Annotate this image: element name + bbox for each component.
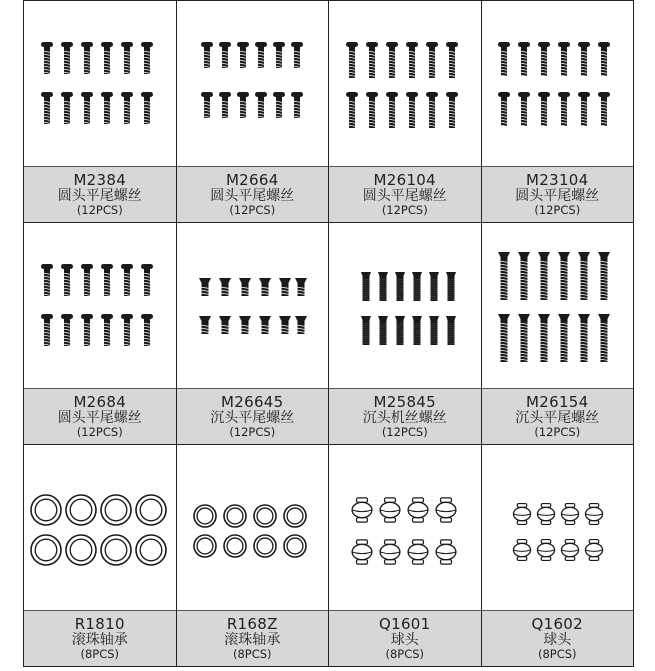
bearing-mark bbox=[66, 535, 96, 565]
ball-head-mark bbox=[408, 539, 428, 563]
screw-mark bbox=[81, 42, 93, 74]
screw-mark bbox=[239, 278, 251, 296]
screw-mark bbox=[361, 272, 371, 301]
part-label bbox=[329, 610, 481, 666]
bearing-mark bbox=[254, 505, 276, 527]
part-cell bbox=[329, 223, 482, 445]
part-label bbox=[482, 166, 634, 222]
part-label bbox=[24, 610, 176, 666]
part-cell bbox=[177, 223, 330, 445]
part-image bbox=[177, 1, 329, 166]
part-count: (12PCS) bbox=[381, 203, 428, 218]
screw-mark bbox=[141, 42, 153, 74]
screw-mark bbox=[273, 42, 285, 68]
screw-mark bbox=[101, 264, 113, 296]
screw-mark bbox=[101, 92, 113, 124]
part-image bbox=[482, 1, 634, 166]
part-name: 滚珠轴承 bbox=[224, 631, 281, 648]
ball-head-mark bbox=[408, 497, 428, 521]
part-label bbox=[24, 388, 176, 444]
screw-mark bbox=[199, 278, 211, 296]
screw-mark bbox=[279, 316, 291, 334]
bearing-mark bbox=[66, 495, 96, 525]
screw-mark bbox=[61, 314, 73, 346]
screw-mark bbox=[395, 316, 405, 345]
screw-mark bbox=[498, 42, 510, 77]
screw-mark bbox=[101, 314, 113, 346]
part-cell bbox=[177, 445, 330, 667]
screw-mark bbox=[598, 92, 610, 127]
screw-mark bbox=[41, 42, 53, 74]
screw-mark bbox=[558, 92, 570, 127]
ball-head-mark bbox=[380, 497, 400, 521]
pan-head-screw-icon bbox=[482, 4, 632, 164]
part-code: M26645 bbox=[221, 393, 284, 412]
screw-mark bbox=[518, 252, 530, 300]
part-name: 圆头平尾螺丝 bbox=[515, 187, 600, 204]
part-code: M2384 bbox=[73, 171, 127, 190]
part-code: M26154 bbox=[526, 393, 589, 412]
pan-head-screw-icon bbox=[25, 226, 175, 386]
screw-mark bbox=[538, 42, 550, 77]
part-label bbox=[482, 388, 634, 444]
part-name: 沉头平尾螺丝 bbox=[210, 409, 295, 426]
screw-mark bbox=[346, 42, 358, 78]
screw-mark bbox=[141, 314, 153, 346]
part-name: 沉头机丝螺丝 bbox=[362, 409, 447, 426]
screw-mark bbox=[578, 92, 590, 127]
screw-mark bbox=[578, 314, 590, 362]
ball-head-mark bbox=[436, 539, 456, 563]
part-code: Q1601 bbox=[379, 615, 431, 634]
part-count: (8PCS) bbox=[232, 647, 272, 662]
bearing-mark bbox=[101, 495, 131, 525]
part-count: (8PCS) bbox=[385, 647, 425, 662]
screw-mark bbox=[429, 316, 439, 345]
part-count: (12PCS) bbox=[534, 203, 581, 218]
screw-mark bbox=[61, 42, 73, 74]
screw-mark bbox=[412, 316, 422, 345]
part-label bbox=[24, 166, 176, 222]
screw-mark bbox=[237, 92, 249, 118]
bearing-mark bbox=[101, 535, 131, 565]
part-name: 球头 bbox=[543, 631, 572, 648]
screw-mark bbox=[406, 42, 418, 78]
screw-mark bbox=[598, 42, 610, 77]
screw-mark bbox=[199, 316, 211, 334]
ball-bearing-icon bbox=[25, 448, 175, 608]
part-cell bbox=[177, 1, 330, 223]
part-code: M25845 bbox=[373, 393, 436, 412]
screw-mark bbox=[141, 92, 153, 124]
part-cell bbox=[329, 445, 482, 667]
screw-mark bbox=[378, 272, 388, 301]
screw-mark bbox=[518, 314, 530, 362]
screw-mark bbox=[219, 316, 231, 334]
part-cell bbox=[24, 223, 177, 445]
screw-mark bbox=[41, 92, 53, 124]
screw-mark bbox=[279, 278, 291, 296]
ball-head-mark bbox=[562, 539, 579, 560]
part-name: 沉头平尾螺丝 bbox=[515, 409, 600, 426]
screw-mark bbox=[255, 92, 267, 118]
part-count: (12PCS) bbox=[76, 203, 123, 218]
bearing-mark bbox=[284, 535, 306, 557]
screw-mark bbox=[498, 92, 510, 127]
screw-mark bbox=[538, 92, 550, 127]
screw-mark bbox=[239, 316, 251, 334]
part-label bbox=[329, 166, 481, 222]
screw-mark bbox=[121, 92, 133, 124]
part-image bbox=[482, 445, 634, 610]
screw-mark bbox=[219, 92, 231, 118]
part-label bbox=[329, 388, 481, 444]
ball-head-icon bbox=[330, 448, 480, 608]
countersunk-screw-icon bbox=[177, 226, 327, 386]
part-cell bbox=[329, 1, 482, 223]
screw-mark bbox=[219, 42, 231, 68]
part-image bbox=[24, 445, 176, 610]
part-code: M2684 bbox=[73, 393, 127, 412]
part-count: (8PCS) bbox=[80, 647, 120, 662]
screw-mark bbox=[366, 92, 378, 128]
screw-mark bbox=[426, 92, 438, 128]
pan-head-screw-icon bbox=[25, 4, 175, 164]
screw-mark bbox=[121, 314, 133, 346]
bearing-mark bbox=[136, 535, 166, 565]
part-image bbox=[177, 223, 329, 388]
ball-head-mark bbox=[514, 539, 531, 560]
part-code: R1810 bbox=[74, 615, 125, 634]
part-cell bbox=[24, 445, 177, 667]
screw-mark bbox=[291, 92, 303, 118]
screw-mark bbox=[395, 272, 405, 301]
screw-mark bbox=[406, 92, 418, 128]
screw-mark bbox=[295, 316, 307, 334]
screw-mark bbox=[498, 252, 510, 300]
part-name: 滚珠轴承 bbox=[71, 631, 128, 648]
bearing-mark bbox=[136, 495, 166, 525]
part-name: 圆头平尾螺丝 bbox=[362, 187, 447, 204]
countersunk-machine-screw-icon bbox=[330, 226, 480, 386]
part-image bbox=[24, 1, 176, 166]
screw-mark bbox=[426, 42, 438, 78]
screw-mark bbox=[518, 42, 530, 77]
part-cell bbox=[482, 1, 635, 223]
screw-mark bbox=[41, 264, 53, 296]
screw-mark bbox=[346, 92, 358, 128]
part-code: M2664 bbox=[225, 171, 279, 190]
ball-head-mark bbox=[352, 497, 372, 521]
part-count: (12PCS) bbox=[229, 203, 276, 218]
ball-head-icon bbox=[482, 448, 632, 608]
screw-mark bbox=[141, 264, 153, 296]
ball-bearing-icon bbox=[177, 448, 327, 608]
part-count: (12PCS) bbox=[229, 425, 276, 440]
screw-mark bbox=[41, 314, 53, 346]
bearing-mark bbox=[254, 535, 276, 557]
part-cell bbox=[482, 445, 635, 667]
bearing-mark bbox=[224, 535, 246, 557]
part-code: M23104 bbox=[526, 171, 589, 190]
screw-mark bbox=[121, 42, 133, 74]
screw-mark bbox=[598, 252, 610, 300]
screw-mark bbox=[366, 42, 378, 78]
bearing-mark bbox=[284, 505, 306, 527]
pan-head-screw-icon bbox=[177, 4, 327, 164]
screw-mark bbox=[386, 92, 398, 128]
screw-mark bbox=[386, 42, 398, 78]
screw-mark bbox=[446, 92, 458, 128]
part-cell bbox=[24, 1, 177, 223]
screw-mark bbox=[291, 42, 303, 68]
screw-mark bbox=[201, 92, 213, 118]
ball-head-mark bbox=[352, 539, 372, 563]
screw-mark bbox=[61, 264, 73, 296]
ball-head-mark bbox=[586, 503, 603, 524]
part-count: (12PCS) bbox=[381, 425, 428, 440]
bearing-mark bbox=[31, 495, 61, 525]
screw-mark bbox=[259, 278, 271, 296]
part-code: M26104 bbox=[373, 171, 436, 190]
screw-mark bbox=[378, 316, 388, 345]
screw-mark bbox=[578, 252, 590, 300]
screw-mark bbox=[446, 272, 456, 301]
screw-mark bbox=[295, 278, 307, 296]
part-name: 球头 bbox=[390, 631, 419, 648]
screw-mark bbox=[201, 42, 213, 68]
screw-mark bbox=[412, 272, 422, 301]
screw-mark bbox=[498, 314, 510, 362]
part-image bbox=[177, 445, 329, 610]
part-image bbox=[329, 1, 481, 166]
part-image bbox=[329, 223, 481, 388]
screw-mark bbox=[446, 42, 458, 78]
screw-mark bbox=[237, 42, 249, 68]
part-code: R168Z bbox=[226, 615, 278, 634]
screw-mark bbox=[81, 314, 93, 346]
part-count: (12PCS) bbox=[76, 425, 123, 440]
parts-grid bbox=[23, 0, 634, 667]
screw-mark bbox=[558, 42, 570, 77]
bearing-mark bbox=[224, 505, 246, 527]
screw-mark bbox=[429, 272, 439, 301]
ball-head-mark bbox=[436, 497, 456, 521]
ball-head-mark bbox=[538, 539, 555, 560]
screw-mark bbox=[219, 278, 231, 296]
screw-mark bbox=[273, 92, 285, 118]
ball-head-mark bbox=[586, 539, 603, 560]
screw-mark bbox=[81, 264, 93, 296]
part-label bbox=[177, 166, 329, 222]
part-name: 圆头平尾螺丝 bbox=[57, 187, 142, 204]
screw-mark bbox=[361, 316, 371, 345]
part-code: Q1602 bbox=[531, 615, 583, 634]
screw-mark bbox=[101, 42, 113, 74]
ball-head-mark bbox=[538, 503, 555, 524]
part-label bbox=[482, 610, 634, 666]
bearing-mark bbox=[31, 535, 61, 565]
screw-mark bbox=[259, 316, 271, 334]
screw-mark bbox=[558, 314, 570, 362]
ball-head-mark bbox=[380, 539, 400, 563]
part-label bbox=[177, 388, 329, 444]
bearing-mark bbox=[194, 535, 216, 557]
screw-mark bbox=[598, 314, 610, 362]
screw-mark bbox=[81, 92, 93, 124]
part-image bbox=[482, 223, 634, 388]
countersunk-screw-icon bbox=[482, 226, 632, 386]
screw-mark bbox=[255, 42, 267, 68]
ball-head-mark bbox=[562, 503, 579, 524]
part-cell bbox=[482, 223, 635, 445]
screw-mark bbox=[446, 316, 456, 345]
part-image bbox=[329, 445, 481, 610]
screw-mark bbox=[518, 92, 530, 127]
screw-mark bbox=[121, 264, 133, 296]
screw-mark bbox=[61, 92, 73, 124]
screw-mark bbox=[538, 314, 550, 362]
pan-head-screw-icon bbox=[330, 4, 480, 164]
screw-mark bbox=[538, 252, 550, 300]
part-count: (12PCS) bbox=[534, 425, 581, 440]
part-name: 圆头平尾螺丝 bbox=[210, 187, 295, 204]
part-label bbox=[177, 610, 329, 666]
screw-mark bbox=[578, 42, 590, 77]
part-count: (8PCS) bbox=[537, 647, 577, 662]
bearing-mark bbox=[194, 505, 216, 527]
ball-head-mark bbox=[514, 503, 531, 524]
screw-mark bbox=[558, 252, 570, 300]
part-name: 圆头平尾螺丝 bbox=[57, 409, 142, 426]
part-image bbox=[24, 223, 176, 388]
